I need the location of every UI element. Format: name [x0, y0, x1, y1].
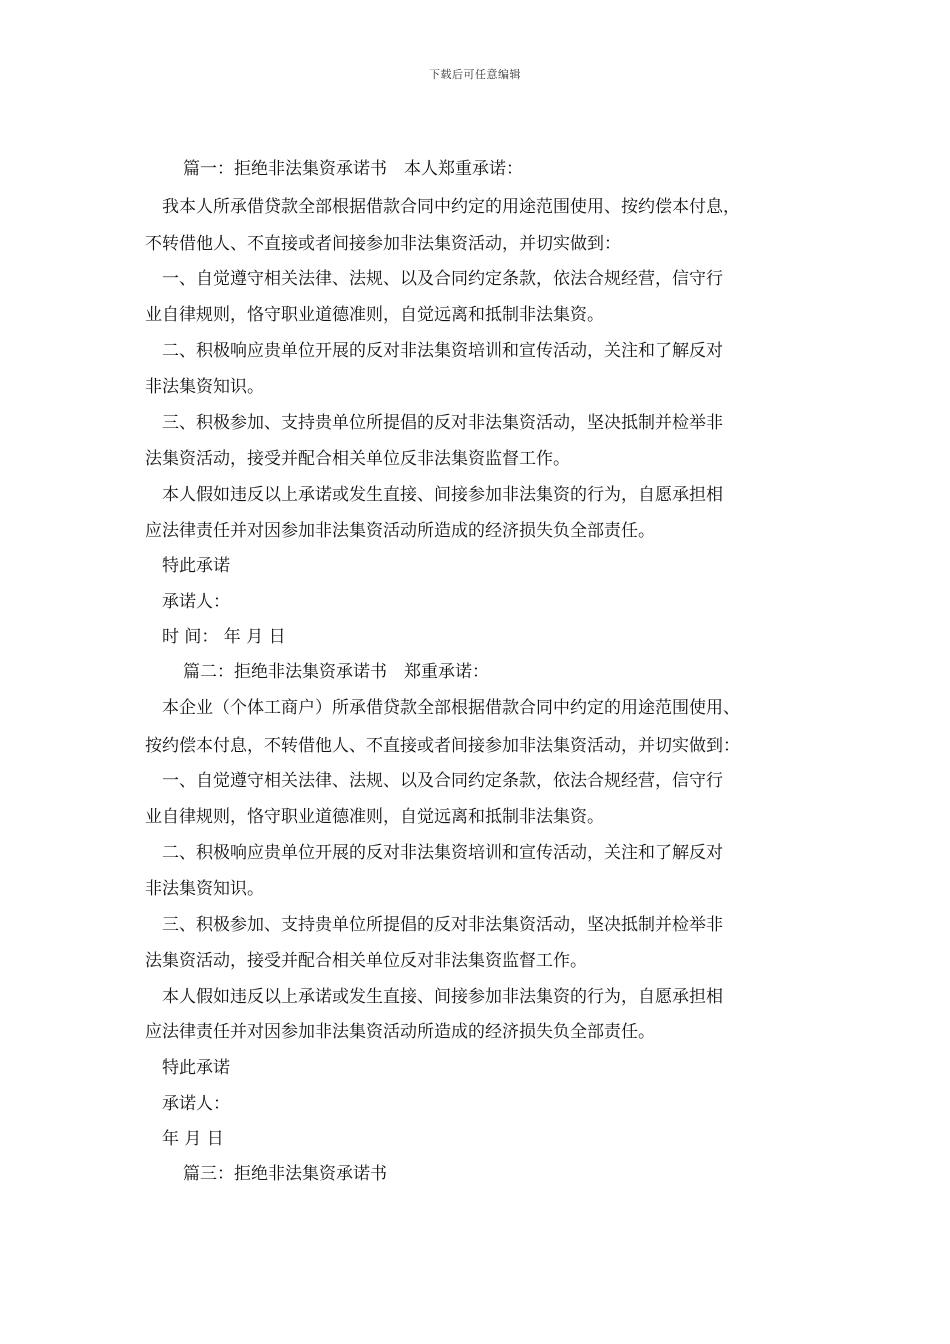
- section-two-title: 篇二：拒绝非法集资承诺书 郑重承诺：: [183, 662, 489, 682]
- paragraph-line: 业自律规则，恪守职业道德准则，自觉远离和抵制非法集资。: [145, 305, 604, 325]
- paragraph-line: 我本人所承借贷款全部根据借款合同中约定的用途范围使用、按约偿本付息，: [162, 197, 740, 217]
- paragraph-line: 法集资活动，接受并配合相关单位反非法集资监督工作。: [145, 449, 570, 469]
- paragraph-line: 一、自觉遵守相关法律、法规、以及合同约定条款，依法合规经营，信守行: [162, 269, 723, 289]
- section-one-title: 篇一：拒绝非法集资承诺书 本人郑重承诺：: [183, 159, 523, 179]
- signatory-line: 承诺人：: [162, 1094, 230, 1114]
- paragraph-line: 业自律规则，恪守职业道德准则，自觉远离和抵制非法集资。: [145, 807, 604, 827]
- section-three-title: 篇三：拒绝非法集资承诺书: [183, 1164, 387, 1184]
- paragraph-line: 非法集资知识。: [145, 377, 264, 397]
- paragraph-line: 按约偿本付息，不转借他人、不直接或者间接参加非法集资活动，并切实做到：: [145, 736, 740, 756]
- paragraph-line: 本人假如违反以上承诺或发生直接、间接参加非法集资的行为，自愿承担相: [162, 987, 723, 1007]
- paragraph-line: 三、积极参加、支持贵单位所提倡的反对非法集资活动，坚决抵制并检举非: [162, 413, 723, 433]
- paragraph-line: 应法律责任并对因参加非法集资活动所造成的经济损失负全部责任。: [145, 1022, 655, 1042]
- paragraph-line: 二、积极响应贵单位开展的反对非法集资培训和宣传活动，关注和了解反对: [162, 341, 723, 361]
- page-header-note: 下载后可任意编辑: [429, 68, 521, 81]
- paragraph-line: 不转借他人、不直接或者间接参加非法集资活动，并切实做到：: [145, 234, 621, 254]
- paragraph-line: 本企业（个体工商户）所承借贷款全部根据借款合同中约定的用途范围使用、: [162, 698, 740, 718]
- paragraph-line: 本人假如违反以上承诺或发生直接、间接参加非法集资的行为，自愿承担相: [162, 485, 723, 505]
- signatory-line: 承诺人：: [162, 592, 230, 612]
- date-line: 年 月 日: [162, 1129, 224, 1149]
- paragraph-line: 二、积极响应贵单位开展的反对非法集资培训和宣传活动，关注和了解反对: [162, 843, 723, 863]
- paragraph-line: 三、积极参加、支持贵单位所提倡的反对非法集资活动，坚决抵制并检举非: [162, 915, 723, 935]
- paragraph-line: 非法集资知识。: [145, 879, 264, 899]
- paragraph-line: 法集资活动，接受并配合相关单位反对非法集资监督工作。: [145, 951, 587, 971]
- closing-line: 特此承诺: [162, 1058, 230, 1078]
- date-line: 时 间： 年 月 日: [162, 627, 286, 647]
- closing-line: 特此承诺: [162, 556, 230, 576]
- paragraph-line: 应法律责任并对因参加非法集资活动所造成的经济损失负全部责任。: [145, 521, 655, 541]
- paragraph-line: 一、自觉遵守相关法律、法规、以及合同约定条款，依法合规经营，信守行: [162, 771, 723, 791]
